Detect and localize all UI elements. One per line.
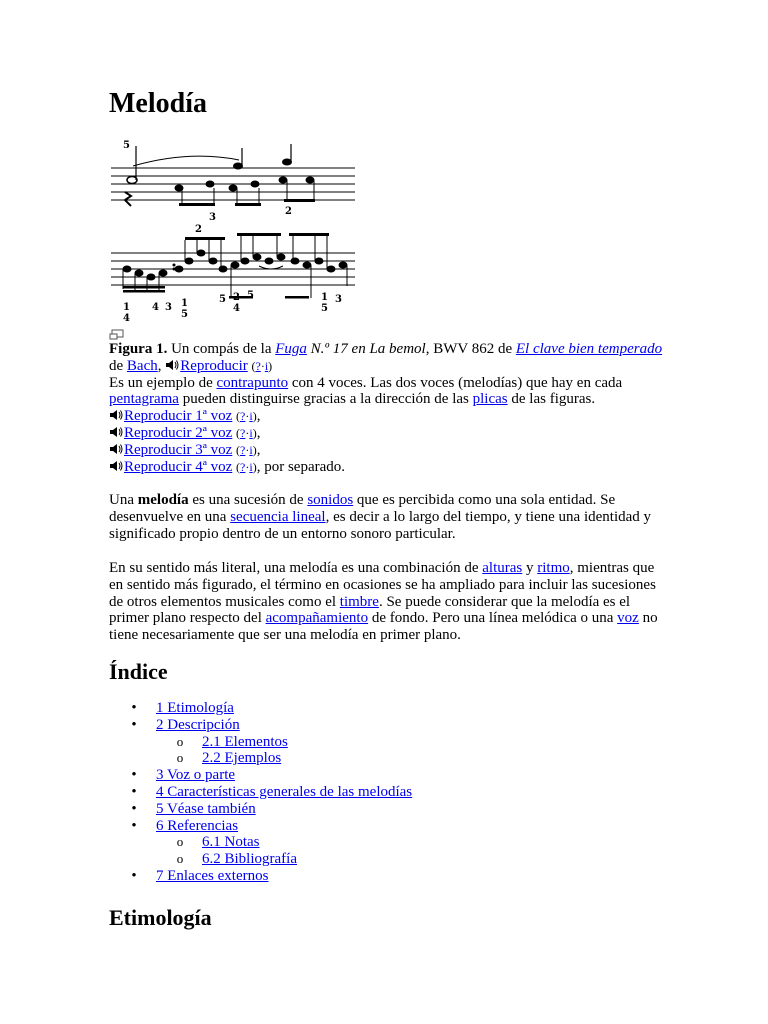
speaker-icon xyxy=(109,426,123,438)
svg-text:3: 3 xyxy=(165,302,172,313)
separator: , por separado. xyxy=(256,458,346,475)
bullet: • xyxy=(131,716,137,733)
toc-item xyxy=(109,868,529,885)
section-heading: Etimología xyxy=(109,905,212,930)
toc-link[interactable]: 2 Descripción xyxy=(156,716,240,733)
svg-text:3: 3 xyxy=(335,294,342,305)
speaker-icon xyxy=(109,460,123,472)
help-question-link[interactable]: ? xyxy=(240,409,246,424)
svg-text:2: 2 xyxy=(285,206,292,217)
link-acompanamiento[interactable]: acompañamiento xyxy=(265,610,369,627)
separator: , xyxy=(256,408,261,425)
toc-link[interactable]: 2.1 Elementos xyxy=(202,733,288,750)
link-clave-bien-temperado[interactable]: El clave bien temperado xyxy=(515,341,663,357)
caption-text: con 4 voces. Las dos voces (melodías) que hay en cada xyxy=(288,374,623,391)
help-info-link[interactable]: i xyxy=(249,409,253,424)
svg-text:4: 4 xyxy=(123,313,130,324)
intro-paragraph xyxy=(109,492,669,542)
toc-item xyxy=(109,750,529,767)
link-voice-2[interactable]: Reproducir 2ª voz xyxy=(124,424,233,441)
toc-link[interactable]: 5 Véase también xyxy=(156,800,256,817)
link-fuga[interactable]: Fuga xyxy=(275,341,307,357)
link-ritmo[interactable]: ritmo xyxy=(537,560,570,576)
caption-italic: N.º 17 en La bemol xyxy=(306,341,426,357)
text: es una sucesión de xyxy=(188,492,308,508)
bullet: • xyxy=(131,700,137,716)
link-plicas[interactable]: plicas xyxy=(472,391,508,408)
toc-item xyxy=(109,767,529,784)
caption-label: Figura 1. xyxy=(109,341,168,357)
svg-text:5: 5 xyxy=(321,303,328,314)
link-reproducir[interactable]: Reproducir xyxy=(180,357,248,374)
toc-link[interactable]: 6.2 Bibliografía xyxy=(202,851,297,868)
speaker-icon xyxy=(109,409,123,421)
toc-link[interactable]: 2.2 Ejemplos xyxy=(202,750,282,767)
text: que es percibida como una sola entidad. Se desenvuelve en una xyxy=(109,492,616,525)
toc-item xyxy=(109,801,529,818)
toc-link[interactable]: 1 Etimología xyxy=(156,700,234,716)
caption-text: Un compás de la xyxy=(167,341,276,357)
toc-heading: Índice xyxy=(109,659,168,684)
help-links: (?·i) xyxy=(251,358,273,373)
link-contrapunto[interactable]: contrapunto xyxy=(216,374,289,391)
bullet: o xyxy=(176,834,184,850)
caption-text: de xyxy=(109,357,127,374)
help-question-link[interactable]: ? xyxy=(255,358,261,373)
toc-item xyxy=(109,734,529,751)
toc-item xyxy=(109,717,529,734)
svg-text:5: 5 xyxy=(123,140,130,151)
caption-text: , BWV 862 de xyxy=(425,341,516,357)
caption-text: de las figuras. xyxy=(507,391,596,408)
text: no tiene necesariamente que ser una melodía en primer plano. xyxy=(109,610,658,644)
svg-text:5: 5 xyxy=(219,294,226,305)
bullet: • xyxy=(131,783,137,800)
link-pentagrama[interactable]: pentagrama xyxy=(109,391,179,408)
toc-item xyxy=(109,851,529,868)
separator: , xyxy=(256,424,261,441)
text: de fondo. Pero una línea melódica o una xyxy=(368,610,618,627)
figure-caption: Figura 1. Un compás de la Fuga N.º 17 en La bemol, BWV 862 de El clave bien temperado de Bach, Reproducir (?·i) Es un ejemplo de contrapunto con 4 voces. Las dos voces (melodías) que hay en cada pentagrama pueden distinguirse gracias a la dirección de las plicas de las figuras. Reproducir 1ª voz (?·i), Reproducir 2ª voz (?·i), Reproducir 3ª voz (?·i), Reproducir 4ª voz (?·i), por separado. xyxy=(109,341,663,475)
text: Una xyxy=(109,492,138,508)
toc-link[interactable]: 4 Características generales de las melodías xyxy=(156,783,413,800)
help-info-link[interactable]: i xyxy=(249,425,253,440)
toc-link[interactable]: 3 Voz o parte xyxy=(156,767,236,784)
help-question-link[interactable]: ? xyxy=(240,425,246,440)
definition-paragraph xyxy=(109,560,669,644)
link-voice-4[interactable]: Reproducir 4ª voz xyxy=(124,458,233,475)
bullet: o xyxy=(176,851,184,867)
text: En su sentido más literal, una melodía es una combinación de xyxy=(109,560,483,576)
bullet: • xyxy=(131,767,137,784)
caption-text: , xyxy=(157,357,166,374)
svg-text:2: 2 xyxy=(195,224,202,235)
bullet: o xyxy=(176,750,184,766)
link-secuencia-lineal[interactable]: secuencia lineal xyxy=(230,508,326,525)
speaker-icon xyxy=(165,359,179,371)
link-alturas[interactable]: alturas xyxy=(482,560,523,576)
help-question-link[interactable]: ? xyxy=(240,442,246,457)
svg-text:1: 1 xyxy=(321,292,328,303)
toc-link[interactable]: 6.1 Notas xyxy=(202,834,260,851)
svg-text:1: 1 xyxy=(123,302,130,313)
toc-item xyxy=(109,818,529,835)
caption-text: Es un ejemplo de xyxy=(109,374,217,391)
svg-text:4: 4 xyxy=(233,303,240,314)
link-voice-1[interactable]: Reproducir 1ª voz xyxy=(124,408,233,425)
svg-text:5: 5 xyxy=(181,309,188,320)
caption-text: pueden distinguirse gracias a la dirección de las xyxy=(178,391,473,408)
text: , es decir a lo largo del tiempo, y tiene una identidad y significado propio dentro de un entorno sonoro particular. xyxy=(109,508,652,542)
enlarge-icon[interactable] xyxy=(109,329,125,341)
help-info-link[interactable]: i xyxy=(249,442,253,457)
page-title: Melodía xyxy=(109,88,207,119)
bullet: • xyxy=(131,800,137,817)
link-voice-3[interactable]: Reproducir 3ª voz xyxy=(124,441,233,458)
svg-text:3: 3 xyxy=(209,212,216,223)
speaker-icon xyxy=(109,443,123,455)
bullet: o xyxy=(176,733,184,749)
text: , mientras que en sentido más figurado, el término en ocasiones se ha ampliado para incluir las sucesiones de otros elementos musicales como el xyxy=(109,560,656,610)
svg-text:4: 4 xyxy=(152,302,159,313)
svg-text:5: 5 xyxy=(247,290,254,301)
toc-item xyxy=(109,700,529,717)
link-bach[interactable]: Bach xyxy=(126,357,158,374)
toc-link[interactable]: 6 Referencias xyxy=(156,817,239,834)
link-voz[interactable]: voz xyxy=(617,610,639,627)
link-timbre[interactable]: timbre xyxy=(339,593,379,610)
help-info-link[interactable]: i xyxy=(264,358,269,373)
link-sonidos[interactable]: sonidos xyxy=(307,492,354,508)
separator: , xyxy=(256,441,261,458)
text: y xyxy=(522,560,538,576)
svg-text:1: 1 xyxy=(181,298,188,309)
score-figure xyxy=(109,136,357,326)
toc-link[interactable]: 7 Enlaces externos xyxy=(156,867,269,884)
help-question-link[interactable]: ? xyxy=(240,459,246,474)
table-of-contents xyxy=(109,700,529,885)
toc-item xyxy=(109,784,529,801)
bullet: • xyxy=(131,867,137,884)
bold-term: melodía xyxy=(137,492,189,508)
svg-text:2: 2 xyxy=(233,292,240,303)
toc-item xyxy=(109,834,529,851)
bullet: • xyxy=(131,817,137,834)
help-info-link[interactable]: i xyxy=(249,459,253,474)
text: . Se puede considerar que la melodía es el primer plano respecto del xyxy=(109,593,631,627)
